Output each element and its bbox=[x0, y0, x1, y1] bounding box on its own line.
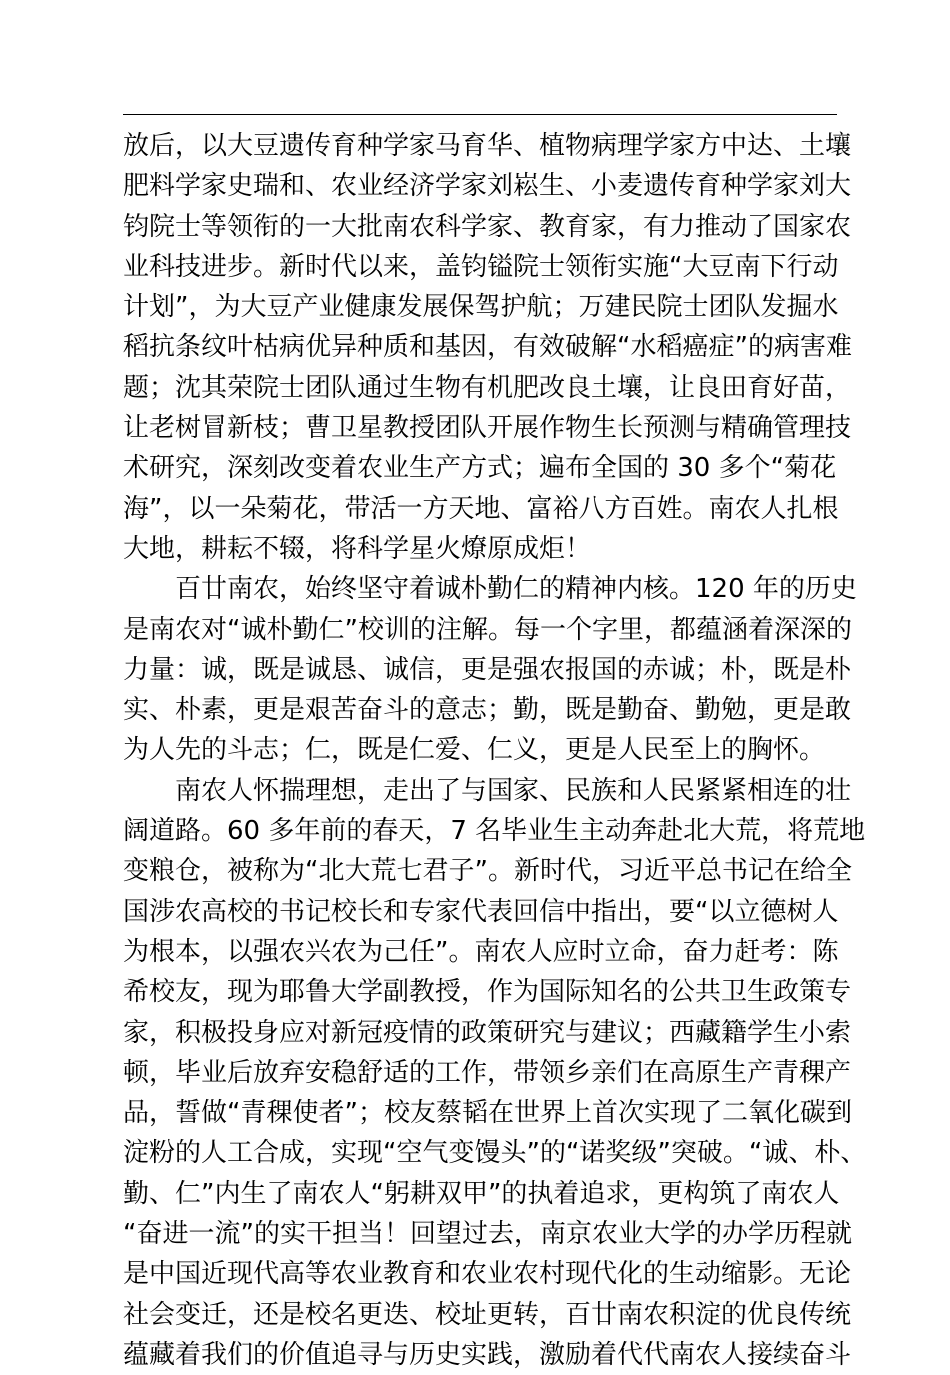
text-line: 肥料学家史瑞和、农业经济学家刘崧生、小麦遗传育种学家刘大 bbox=[123, 171, 852, 202]
text-line: 钧院士等领衔的一大批南农科学家、教育家，有力推动了国家农 bbox=[123, 211, 852, 242]
text-line: 国涉农高校的书记校长和专家代表回信中指出，要“以立德树人 bbox=[123, 896, 839, 927]
body-text bbox=[123, 126, 867, 1375]
header-rule bbox=[123, 114, 837, 115]
text-line: 顿，毕业后放弃安稳舒适的工作，带领乡亲们在高原生产青稞产 bbox=[123, 1057, 852, 1088]
text-line: 海”，以一朵菊花，带活一方天地、富裕八方百姓。南农人扎根 bbox=[123, 493, 839, 524]
text-line: 是中国近现代高等农业教育和农业农村现代化的生动缩影。无论 bbox=[123, 1259, 852, 1290]
text-line: “奋进一流”的实干担当！回望过去，南京农业大学的办学历程就 bbox=[123, 1219, 852, 1250]
text-line: 希校友，现为耶鲁大学副教授，作为国际知名的公共卫生政策专 bbox=[123, 977, 852, 1008]
text-line: 计划”，为大豆产业健康发展保驾护航；万建民院士团队发掘水 bbox=[123, 292, 839, 323]
text-line: 术研究，深刻改变着农业生产方式；遍布全国的 30 多个“菊花 bbox=[123, 453, 837, 484]
text-line: 放后，以大豆遗传育种学家马育华、植物病理学家方中达、土壤 bbox=[123, 131, 852, 161]
text-line: 让老树冒新枝；曹卫星教授团队开展作物生长预测与精确管理技 bbox=[123, 413, 852, 444]
text-line: 淀粉的人工合成，实现“空气变馒头”的“诺奖级”突破。“诚、朴、 bbox=[123, 1138, 867, 1169]
text-line: 社会变迁，还是校名更迭、校址更转，百廿南农积淀的优良传统 bbox=[123, 1299, 852, 1330]
text-line: 实、朴素，更是艰苦奋斗的意志；勤，既是勤奋、勤勉，更是敢 bbox=[123, 695, 852, 726]
text-line: 勤、仁”内生了南农人“躬耕双甲”的执着追求，更构筑了南农人 bbox=[123, 1178, 840, 1209]
text-line: 为根本，以强农兴农为己任”。南农人应时立命，奋力赶考：陈 bbox=[123, 936, 839, 967]
text-line: 力量：诚，既是诚恳、诚信，更是强农报国的赤诚；朴，既是朴 bbox=[123, 654, 852, 685]
paragraph-first-line: 百廿南农，始终坚守着诚朴勤仁的精神内核。120 年的历史 bbox=[175, 574, 857, 605]
text-line: 业科技进步。新时代以来，盖钧镒院士领衔实施“大豆南下行动 bbox=[123, 251, 839, 282]
text-line: 稻抗条纹叶枯病优异种质和基因，有效破解“水稻癌症”的病害难 bbox=[123, 332, 852, 363]
text-line: 是南农对“诚朴勤仁”校训的注解。每一个字里，都蕴涵着深深的 bbox=[123, 614, 852, 645]
text-line: 蕴藏着我们的价值追寻与历史实践，激励着代代南农人接续奋斗 bbox=[123, 1339, 852, 1370]
text-line: 家，积极投身应对新冠疫情的政策研究与建议；西藏籍学生小索 bbox=[123, 1017, 852, 1048]
text-line: 大地，耕耘不辍，将科学星火燎原成炬！ bbox=[123, 533, 592, 564]
text-line: 品，誓做“青稞使者”；校友蔡韬在世界上首次实现了二氧化碳到 bbox=[123, 1098, 852, 1129]
text-line: 为人先的斗志；仁，既是仁爱、仁义，更是人民至上的胸怀。 bbox=[123, 735, 826, 766]
text-line: 阔道路。60 多年前的春天，7 名毕业生主动奔赴北大荒，将荒地 bbox=[123, 816, 866, 847]
text-line: 变粮仓，被称为“北大荒七君子”。新时代，习近平总书记在给全 bbox=[123, 856, 852, 887]
paragraph-first-line: 南农人怀揣理想，走出了与国家、民族和人民紧紧相连的壮 bbox=[175, 775, 852, 806]
text-line: 题；沈其荣院士团队通过生物有机肥改良土壤，让良田育好苗， bbox=[123, 372, 852, 403]
